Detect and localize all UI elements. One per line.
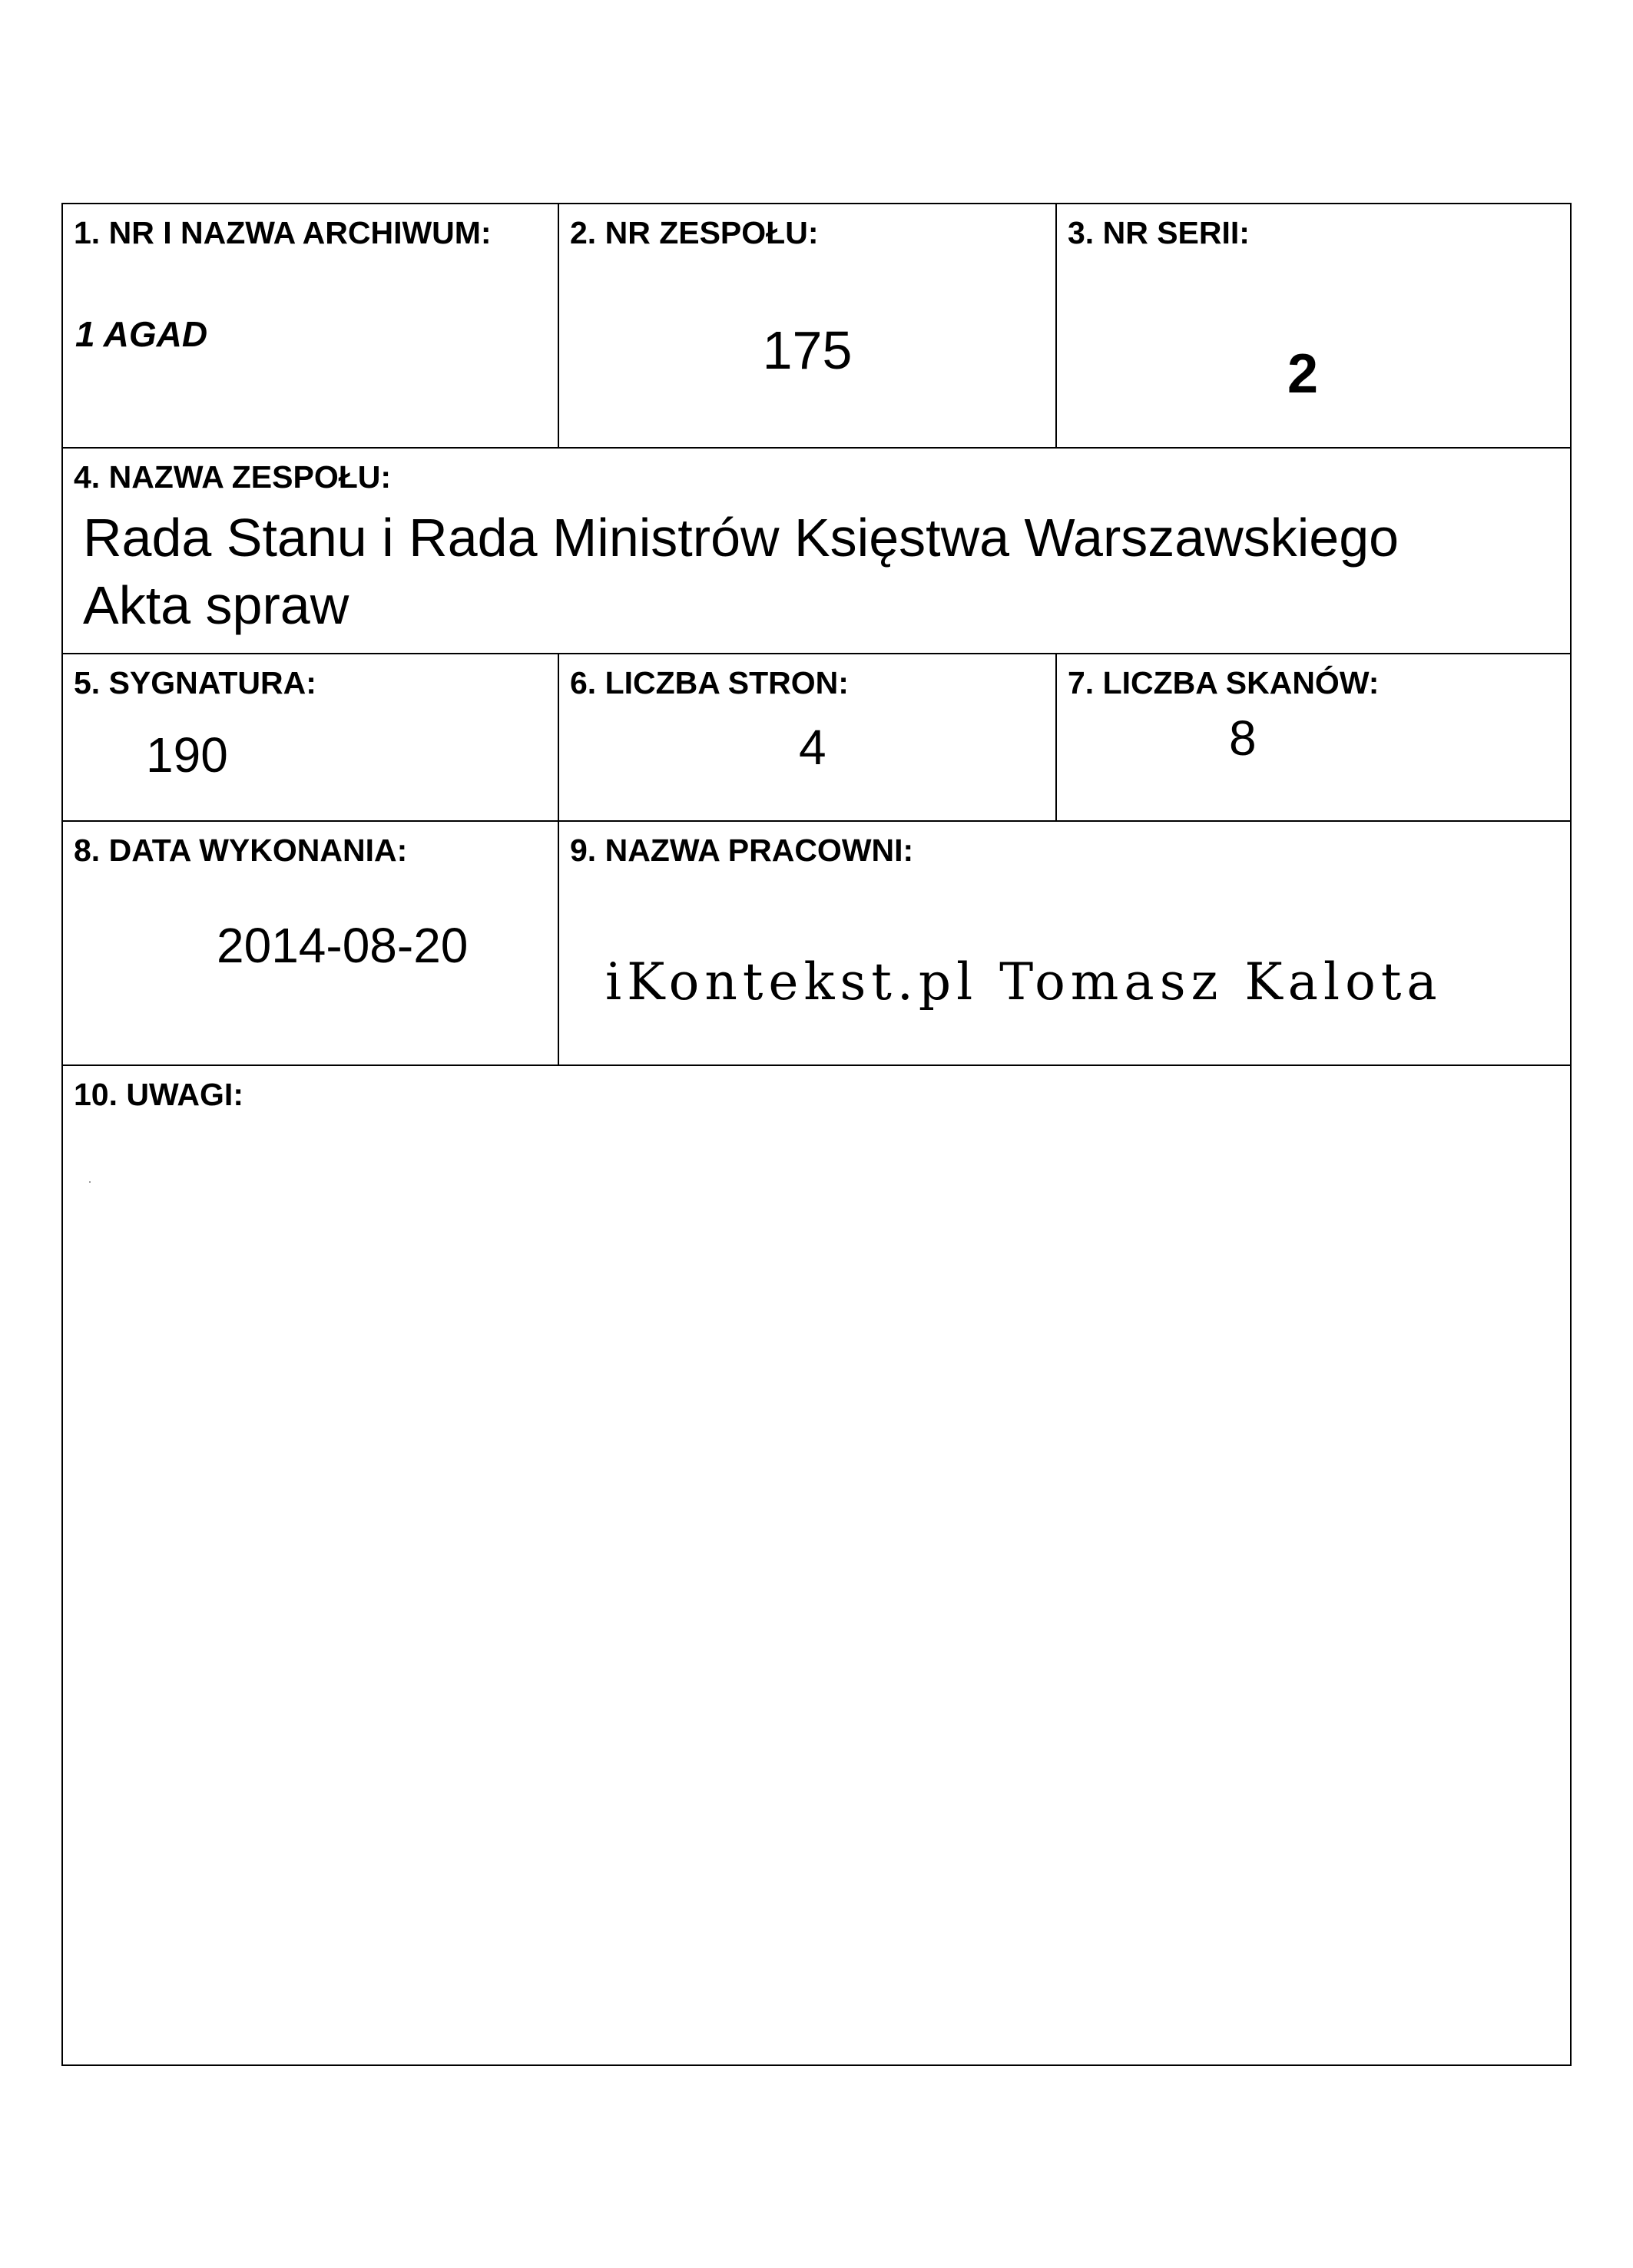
fonds-number-cell [559, 204, 1057, 449]
workshop-label: 9. NAZWA PRACOWNI: [570, 833, 914, 868]
series-number-cell [1057, 204, 1570, 449]
archive-value: 1 AGAD [75, 314, 208, 354]
fonds-name-value [83, 504, 1399, 639]
fonds-name-line-2: Akta spraw [83, 575, 349, 635]
scan-count-cell [1057, 654, 1570, 822]
scan-count-value: 8 [1229, 710, 1257, 766]
fonds-number-label: 2. NR ZESPOŁU: [570, 215, 819, 250]
fonds-name-label: 4. NAZWA ZESPOŁU: [74, 459, 392, 495]
fonds-number-value: 175 [762, 320, 853, 380]
page-count-value: 4 [799, 720, 826, 775]
notes-cell [63, 1066, 1570, 2064]
stray-mark [89, 1181, 91, 1183]
notes-label: 10. UWAGI: [74, 1077, 243, 1112]
signature-value: 190 [146, 727, 228, 783]
page-count-cell [559, 654, 1057, 822]
workshop-value: iKontekst.pl Tomasz Kalota [605, 952, 1443, 1011]
date-label: 8. DATA WYKONANIA: [74, 833, 408, 868]
archive-label: 1. NR I NAZWA ARCHIWUM: [74, 215, 492, 250]
fonds-name-cell [63, 449, 1570, 654]
date-cell [63, 822, 559, 1066]
date-value: 2014-08-20 [217, 918, 469, 973]
signature-cell [63, 654, 559, 822]
series-number-value: 2 [1287, 343, 1319, 405]
scan-count-label: 7. LICZBA SKANÓW: [1068, 665, 1380, 700]
page-count-label: 6. LICZBA STRON: [570, 665, 849, 700]
workshop-cell [559, 822, 1570, 1066]
fonds-name-line-1: Rada Stanu i Rada Ministrów Księstwa Warszawskiego [83, 508, 1399, 568]
archive-metadata-form [61, 203, 1572, 2066]
signature-label: 5. SYGNATURA: [74, 665, 316, 700]
series-number-label: 3. NR SERII: [1068, 215, 1250, 250]
archive-cell [63, 204, 559, 449]
